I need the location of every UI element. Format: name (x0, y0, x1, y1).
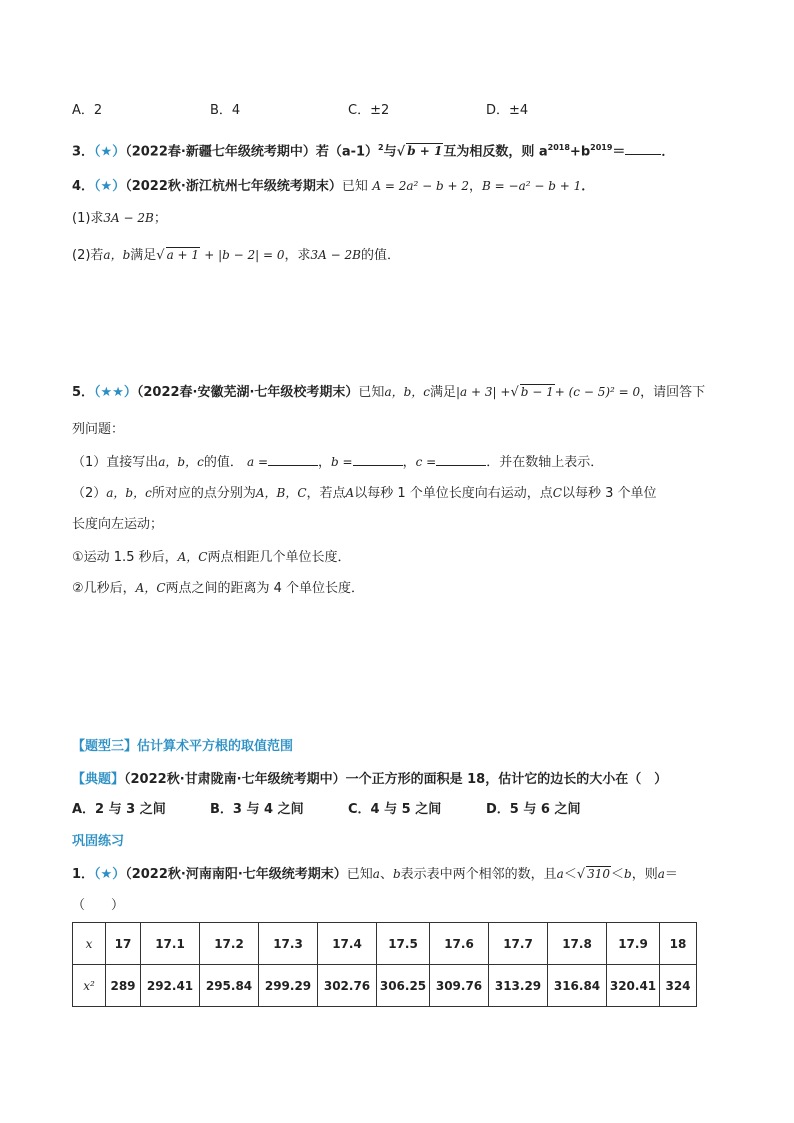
sqrt-icon: √ (396, 144, 406, 160)
q5-text: 已知 (358, 385, 385, 400)
table-cell: 17.4 (318, 923, 377, 965)
q5-a-eq: a = (247, 455, 269, 469)
q3-text: 若（a-1） (315, 144, 379, 160)
q5-number: 5． (72, 385, 95, 400)
example-option-b: B．3 与 4 之间 (210, 802, 304, 817)
q5-part-2 (72, 484, 657, 503)
q5-text: ， (402, 455, 416, 470)
q5-expr: + (c − 5)² = 0 (554, 385, 641, 399)
p1-answer-paren: （ ） (72, 898, 125, 913)
table-header-x-squared: x² (73, 965, 106, 1007)
q5-s1-text: 两点相距几个单位长度． (207, 550, 351, 565)
p1-text: ＜ (563, 867, 577, 882)
table-cell: 324 (660, 965, 697, 1007)
p1-radicand: 310 (587, 867, 611, 881)
example-options (72, 801, 672, 819)
q3-text: ＝ (612, 144, 626, 160)
q3-exponent: 2019 (590, 143, 613, 152)
q3-text: ． (661, 144, 675, 160)
sqrt-icon: √ (510, 385, 519, 400)
q5-text: 满足 (430, 385, 457, 400)
q5-sub-1 (72, 548, 350, 567)
q5-s2-text: 两点之间的距离为 4 个单位长度． (165, 581, 365, 596)
q5-c-blank[interactable] (436, 452, 486, 466)
q5-p2-points: A，B，C (255, 486, 307, 500)
q5-s2-points: A，C (135, 581, 166, 595)
table-cell: 17 (106, 923, 141, 965)
table-cell: 306.25 (377, 965, 430, 1007)
table-cell: 316.84 (548, 965, 607, 1007)
squares-table (72, 922, 697, 1007)
q5-p1-text: 的值． (203, 455, 243, 470)
q4-p2-text: (2)若 (72, 248, 104, 263)
q5-p2-text: 所对应的点分别为 (151, 486, 256, 501)
q4-p1-expr: 3A − 2B (103, 211, 154, 225)
table-cell: 17.7 (489, 923, 548, 965)
q5-s1-points: A，C (177, 550, 208, 564)
q2-options (72, 102, 672, 120)
example-option-c: C．4 与 5 之间 (348, 802, 442, 817)
q4-p1-text: (1)求 (72, 211, 104, 226)
q4-p2-expr: 3A − 2B (310, 248, 361, 262)
table-header-x: x (73, 923, 106, 965)
example-question (72, 771, 667, 789)
p1-text: ＜ (611, 867, 625, 882)
star-icon: （★） (94, 179, 126, 194)
p1-number: 1． (72, 867, 95, 882)
q4-p2-radicand: a + 1 (166, 248, 200, 262)
section-title: 【题型三】估计算术平方根的取值范围 (72, 739, 294, 754)
q5-p2-text: （2） (72, 486, 107, 501)
q3-radicand: b + 1 (407, 144, 443, 159)
q3-text: +b (569, 144, 591, 160)
q5-expr: |a + 3| + (456, 385, 511, 399)
q3-exponent: 2 (378, 143, 384, 152)
q5-s1-text: ①运动 1.5 秒后， (72, 550, 178, 565)
table-cell: 17.9 (607, 923, 660, 965)
p1-text: 已知 (346, 867, 373, 882)
q2-option-c: C．±2 (348, 103, 390, 118)
q5-p2-point-a: A (345, 486, 355, 500)
q3-answer-blank[interactable] (625, 141, 661, 155)
q5-p2-point-c: C (552, 486, 562, 500)
table-cell: 292.41 (141, 965, 200, 1007)
example-option-a: A．2 与 3 之间 (72, 802, 166, 817)
q4-source: （2022秋·浙江杭州七年级统考期末） (125, 179, 342, 194)
practice-heading: 巩固练习 (72, 834, 125, 849)
example-text: （2022秋·甘肃陇南·七年级统考期中）一个正方形的面积是 18，估计它的边长的大小在（ ） (124, 772, 668, 787)
q5-continuation (72, 421, 124, 439)
practice-question-1 (72, 865, 678, 884)
sqrt-icon: √ (156, 248, 165, 263)
table-cell: 17.1 (141, 923, 200, 965)
q5-b-blank[interactable] (353, 452, 403, 466)
q4-p2-text: ，求 (284, 248, 311, 263)
q5-part-2-cont (72, 516, 163, 534)
q2-option-a: A．2 (72, 103, 103, 118)
q5-p1-vars: a，b，c (158, 455, 204, 469)
table-cell: 17.3 (259, 923, 318, 965)
q3-exponent: 2018 (547, 143, 570, 152)
q4-part-2 (72, 246, 400, 265)
q5-p2-vars: a，b，c (106, 486, 152, 500)
q4-number: 4． (72, 179, 95, 194)
p1-text: 表示表中两个相邻的数，且 (400, 867, 557, 882)
star-icon: （★） (94, 867, 126, 882)
q5-part-1 (72, 452, 603, 472)
table-cell: 309.76 (430, 965, 489, 1007)
p1-var-a: a (556, 867, 564, 881)
q4-p1-text: ； (153, 211, 167, 226)
question-5 (72, 383, 705, 402)
table-cell: 17.6 (430, 923, 489, 965)
table-cell: 17.2 (200, 923, 259, 965)
q5-p2-text: 以每秒 3 个单位 (561, 486, 657, 501)
table-cell: 299.29 (259, 965, 318, 1007)
p1-var-b: b (392, 867, 401, 881)
q4-expr-b: B = −a² − b + 1 (482, 179, 582, 193)
q3-text: 与 (383, 144, 397, 160)
q3-text: 互为相反数，则 a (443, 144, 548, 160)
q2-option-b: B．4 (210, 103, 241, 118)
q4-text: ． (581, 179, 595, 194)
q5-c-eq: c = (415, 455, 437, 469)
q5-b-eq: b = (331, 455, 353, 469)
q3-source: （2022春·新疆七年级统考期中） (125, 144, 316, 160)
q4-p2-text: 的值． (360, 248, 400, 263)
q5-s2-text: ②几秒后， (72, 581, 136, 596)
question-4 (72, 177, 594, 196)
table-cell: 18 (660, 923, 697, 965)
p1-text: 、 (379, 867, 393, 882)
p1-text: ，则 (631, 867, 658, 882)
table-row-x (73, 923, 697, 965)
q4-p2-abs: + |b − 2| = 0 (204, 248, 285, 262)
q4-text: ， (469, 179, 483, 194)
q4-p2-vars: a，b (103, 248, 131, 262)
q4-expr-a: A = 2a² − b + 2 (372, 179, 470, 193)
q5-a-blank[interactable] (268, 452, 318, 466)
p1-source: （2022秋·河南南阳·七年级统考期末） (125, 867, 347, 882)
q5-text: ， (318, 455, 332, 470)
q5-p1-text: （1）直接写出 (72, 455, 159, 470)
p1-text: ＝ (664, 867, 678, 882)
q5-text: ，请回答下 (640, 385, 706, 400)
table-cell: 313.29 (489, 965, 548, 1007)
q2-option-d: D．±4 (486, 103, 529, 118)
p1-var-a: a (657, 867, 665, 881)
q5-p2-text: ，若点 (306, 486, 346, 501)
table-cell: 295.84 (200, 965, 259, 1007)
p1-var-a: a (372, 867, 380, 881)
q5-p2-text: 长度向左运动； (72, 517, 164, 532)
table-cell: 289 (106, 965, 141, 1007)
star-icon: （★★） (94, 385, 137, 400)
sqrt-icon: √ (576, 867, 586, 882)
q5-radicand: b − 1 (520, 385, 554, 399)
table-cell: 320.41 (607, 965, 660, 1007)
table-cell: 17.5 (377, 923, 430, 965)
q5-vars: a，b，c (384, 385, 430, 399)
q5-p1-text: ．并在数轴上表示． (486, 455, 604, 470)
table-cell: 302.76 (318, 965, 377, 1007)
example-label: 【典题】 (72, 772, 125, 787)
example-option-d: D．5 与 6 之间 (486, 802, 581, 817)
p1-var-b: b (624, 867, 632, 881)
q4-p2-text: 满足 (130, 248, 157, 263)
q5-text: 列问题： (72, 422, 125, 437)
table-cell: 17.8 (548, 923, 607, 965)
q5-sub-2 (72, 579, 364, 598)
q5-source: （2022春·安徽芜湖·七年级校考期末） (136, 385, 359, 400)
q4-part-1 (72, 209, 167, 228)
q4-text: 已知 (341, 179, 368, 194)
question-3 (72, 139, 674, 161)
table-row-x-squared (73, 965, 697, 1007)
star-icon: （★） (94, 144, 126, 160)
q3-number: 3． (72, 144, 95, 160)
q5-p2-text: 以每秒 1 个单位长度向右运动，点 (354, 486, 553, 501)
